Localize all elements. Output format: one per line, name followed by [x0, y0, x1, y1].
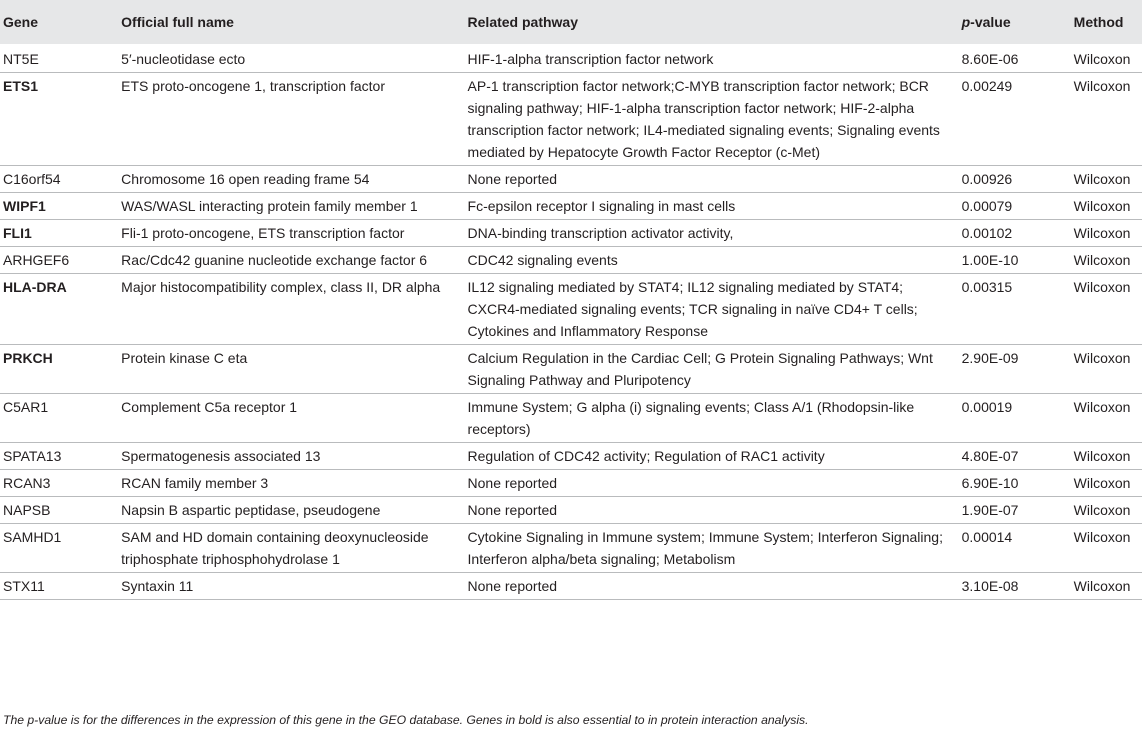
table-footnote: The p-value is for the differences in the expression of this gene in the GEO database. Genes in bold is also essential to in protein interaction analysis.	[3, 713, 809, 727]
cell-official-name: ETS proto-oncogene 1, transcription factor	[118, 73, 464, 166]
header-related-pathway: Related pathway	[465, 0, 959, 44]
cell-related-pathway: AP-1 transcription factor network;C-MYB transcription factor network; BCR signaling pathway; HIF-1-alpha transcription factor network; HIF-2-alpha transcription factor network; IL4-mediated signaling events; Signaling events mediated by Hepatocyte Growth Factor Receptor (c-Met)	[465, 73, 959, 166]
table-row	[0, 524, 1142, 573]
table-row	[0, 497, 1142, 524]
cell-method: Wilcoxon	[1071, 247, 1142, 274]
table-row	[0, 44, 1142, 73]
cell-related-pathway: IL12 signaling mediated by STAT4; IL12 signaling mediated by STAT4; CXCR4-mediated signaling events; TCR signaling in naïve CD4+ T cells; Cytokines and Inflammatory Response	[465, 274, 959, 345]
table-row	[0, 247, 1142, 274]
cell-related-pathway: Immune System; G alpha (i) signaling events; Class A/1 (Rhodopsin-like receptors)	[465, 394, 959, 443]
cell-p-value: 0.00014	[959, 524, 1071, 573]
cell-p-value: 3.10E-08	[959, 573, 1071, 600]
cell-related-pathway: None reported	[465, 573, 959, 600]
table-row	[0, 573, 1142, 600]
cell-gene: NT5E	[0, 44, 118, 73]
cell-gene: HLA-DRA	[0, 274, 118, 345]
cell-official-name: Napsin B aspartic peptidase, pseudogene	[118, 497, 464, 524]
cell-gene: STX11	[0, 573, 118, 600]
header-p-value-italic: p	[961, 14, 971, 30]
cell-p-value: 4.80E-07	[959, 443, 1071, 470]
cell-official-name: Fli-1 proto-oncogene, ETS transcription factor	[118, 220, 464, 247]
cell-p-value: 0.00315	[959, 274, 1071, 345]
cell-gene: PRKCH	[0, 345, 118, 394]
cell-gene: ETS1	[0, 73, 118, 166]
cell-official-name: SAM and HD domain containing deoxynucleoside triphosphate triphosphohydrolase 1	[118, 524, 464, 573]
cell-related-pathway: DNA-binding transcription activator activity,	[465, 220, 959, 247]
cell-official-name: Major histocompatibility complex, class II, DR alpha	[118, 274, 464, 345]
cell-related-pathway: HIF-1-alpha transcription factor network	[465, 44, 959, 73]
table-row	[0, 470, 1142, 497]
header-method: Method	[1071, 0, 1142, 44]
header-row	[0, 0, 1142, 44]
table-body	[0, 44, 1142, 600]
cell-method: Wilcoxon	[1071, 394, 1142, 443]
cell-method: Wilcoxon	[1071, 220, 1142, 247]
cell-official-name: Protein kinase C eta	[118, 345, 464, 394]
cell-related-pathway: None reported	[465, 166, 959, 193]
cell-method: Wilcoxon	[1071, 73, 1142, 166]
cell-gene: ARHGEF6	[0, 247, 118, 274]
cell-official-name: WAS/WASL interacting protein family member 1	[118, 193, 464, 220]
table-row	[0, 220, 1142, 247]
cell-gene: C16orf54	[0, 166, 118, 193]
cell-related-pathway: Fc-epsilon receptor I signaling in mast cells	[465, 193, 959, 220]
table-row	[0, 193, 1142, 220]
cell-method: Wilcoxon	[1071, 345, 1142, 394]
table-header	[0, 0, 1142, 44]
cell-gene: SAMHD1	[0, 524, 118, 573]
cell-gene: NAPSB	[0, 497, 118, 524]
table-row	[0, 274, 1142, 345]
cell-p-value: 0.00249	[959, 73, 1071, 166]
cell-related-pathway: None reported	[465, 497, 959, 524]
header-official-name: Official full name	[118, 0, 464, 44]
cell-related-pathway: None reported	[465, 470, 959, 497]
cell-related-pathway: Calcium Regulation in the Cardiac Cell; G Protein Signaling Pathways; Wnt Signaling Pathway and Pluripotency	[465, 345, 959, 394]
cell-official-name: Spermatogenesis associated 13	[118, 443, 464, 470]
cell-method: Wilcoxon	[1071, 166, 1142, 193]
cell-p-value: 0.00102	[959, 220, 1071, 247]
cell-official-name: Rac/Cdc42 guanine nucleotide exchange factor 6	[118, 247, 464, 274]
cell-related-pathway: Regulation of CDC42 activity; Regulation of RAC1 activity	[465, 443, 959, 470]
cell-method: Wilcoxon	[1071, 443, 1142, 470]
cell-method: Wilcoxon	[1071, 274, 1142, 345]
cell-p-value: 0.00079	[959, 193, 1071, 220]
cell-method: Wilcoxon	[1071, 524, 1142, 573]
cell-method: Wilcoxon	[1071, 497, 1142, 524]
cell-official-name: Syntaxin 11	[118, 573, 464, 600]
cell-method: Wilcoxon	[1071, 193, 1142, 220]
cell-p-value: 2.90E-09	[959, 345, 1071, 394]
cell-p-value: 0.00019	[959, 394, 1071, 443]
table-row	[0, 166, 1142, 193]
cell-p-value: 1.00E-10	[959, 247, 1071, 274]
cell-p-value: 6.90E-10	[959, 470, 1071, 497]
cell-official-name: 5′-nucleotidase ecto	[118, 44, 464, 73]
cell-method: Wilcoxon	[1071, 470, 1142, 497]
cell-related-pathway: CDC42 signaling events	[465, 247, 959, 274]
cell-gene: RCAN3	[0, 470, 118, 497]
cell-official-name: RCAN family member 3	[118, 470, 464, 497]
cell-method: Wilcoxon	[1071, 44, 1142, 73]
cell-p-value: 8.60E-06	[959, 44, 1071, 73]
table-row	[0, 73, 1142, 166]
cell-official-name: Chromosome 16 open reading frame 54	[118, 166, 464, 193]
cell-p-value: 0.00926	[959, 166, 1071, 193]
cell-gene: C5AR1	[0, 394, 118, 443]
cell-gene: WIPF1	[0, 193, 118, 220]
table-row	[0, 443, 1142, 470]
cell-method: Wilcoxon	[1071, 573, 1142, 600]
header-p-value	[959, 0, 1071, 44]
cell-p-value: 1.90E-07	[959, 497, 1071, 524]
header-gene: Gene	[0, 0, 118, 44]
table-row	[0, 394, 1142, 443]
cell-official-name: Complement C5a receptor 1	[118, 394, 464, 443]
cell-gene: SPATA13	[0, 443, 118, 470]
cell-gene: FLI1	[0, 220, 118, 247]
table-row	[0, 345, 1142, 394]
header-p-value-suffix: -value	[970, 14, 1011, 30]
cell-related-pathway: Cytokine Signaling in Immune system; Immune System; Interferon Signaling; Interferon alpha/beta signaling; Metabolism	[465, 524, 959, 573]
